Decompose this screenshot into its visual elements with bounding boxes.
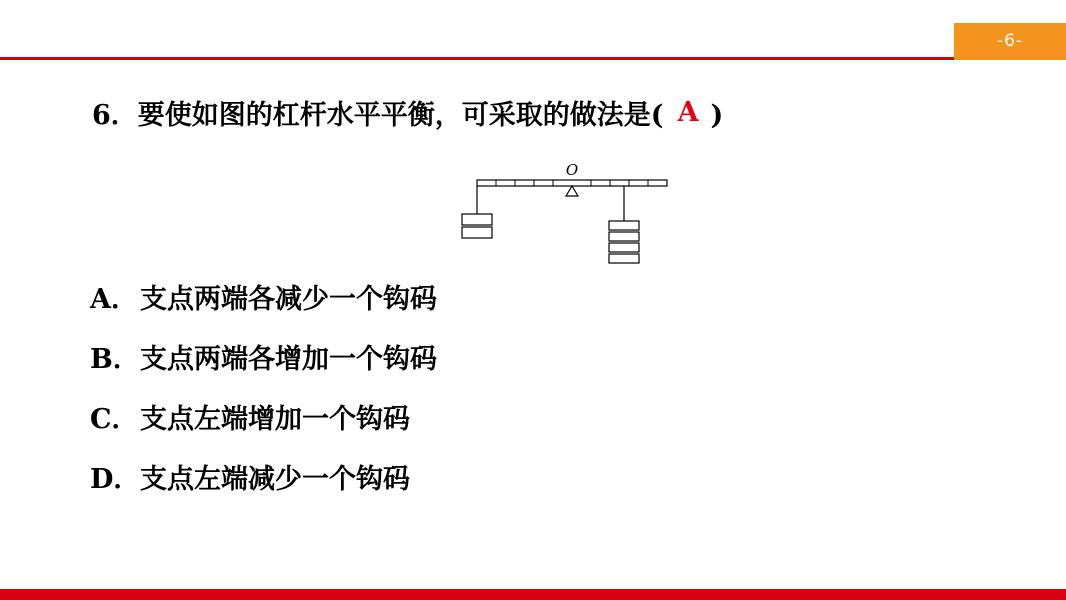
option-letter: D．: [90, 464, 141, 495]
header-rule: [0, 57, 954, 60]
right-weight: [609, 232, 639, 241]
right-weight: [609, 221, 639, 230]
question-close: ): [710, 100, 724, 131]
answer-mark: A: [677, 97, 699, 128]
question-number: 6: [92, 100, 111, 131]
question-separator: ．: [110, 100, 138, 131]
question-text: 要使如图的杠杆水平平衡，可采取的做法是(: [137, 100, 664, 131]
answer-options: [90, 278, 437, 518]
option-letter: B．: [90, 344, 140, 375]
page-number-badge: -6-: [954, 23, 1066, 60]
option-d[interactable]: [90, 458, 437, 518]
left-weight: [462, 214, 492, 225]
option-letter: C．: [90, 404, 139, 435]
footer-rule: [0, 589, 1066, 600]
option-letter: A．: [90, 284, 138, 315]
option-a[interactable]: [90, 278, 437, 338]
option-text: 支点两端各减少一个钩码: [140, 284, 437, 315]
option-text: 支点两端各增加一个钩码: [140, 344, 437, 375]
right-weight: [609, 243, 639, 252]
left-weight: [462, 227, 492, 238]
option-c[interactable]: [90, 398, 437, 458]
option-text: 支点左端减少一个钩码: [140, 464, 410, 495]
pivot-label: O: [565, 161, 579, 179]
lever-diagram: [458, 156, 672, 266]
fulcrum-triangle: [566, 186, 578, 196]
right-weight: [609, 254, 639, 263]
option-b[interactable]: [90, 338, 437, 398]
question-stem: [92, 96, 723, 136]
lever-figure: [458, 156, 672, 270]
option-text: 支点左端增加一个钩码: [140, 404, 410, 435]
